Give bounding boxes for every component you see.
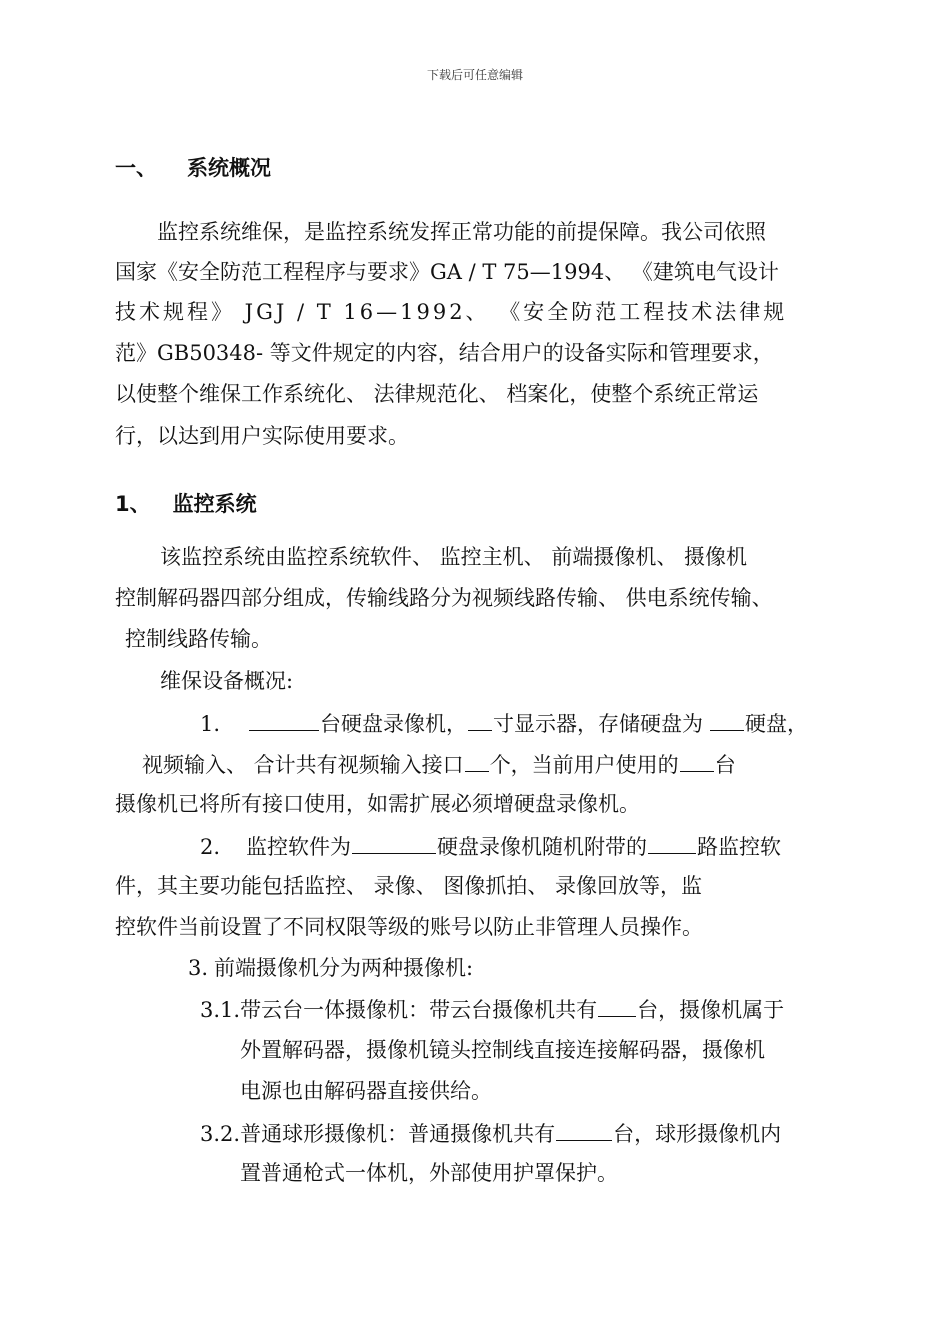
list-item-1-line [142,753,736,776]
text-run: 台 [714,753,736,777]
blank-field [468,712,492,731]
list-number: 3.2. [200,1122,241,1146]
text-run: 寸显示器，存储硬盘为 [493,712,704,736]
blank-field [648,835,696,854]
list-item-1-line: 摄像机已将所有接口使用，如需扩展必须增硬盘录像机。 [115,792,640,816]
blank-field [598,998,636,1017]
list-item-2-line: 控软件当前设置了不同权限等级的账号以防止非管理人员操作。 [115,915,703,939]
subsection-heading [115,488,257,518]
paragraph-line: 行，以达到用户实际使用要求。 [115,424,409,448]
text-run: 台硬盘录像机， [320,712,468,736]
text-run: 带云台一体摄像机：带云台摄像机共有 [240,998,598,1022]
blank-field [556,1122,612,1141]
text-run: 路监控软 [697,835,782,859]
list-number: 1. [200,712,221,736]
list-number: 2. [200,835,221,859]
text-run: 硬盘录像机随机附带的 [437,835,648,859]
list-item-3-1-line [200,998,784,1021]
subsection-title: 监控系统 [172,492,257,516]
paragraph-line: 以使整个维保工作系统化、 法律规范化、 档案化，使整个系统正常运 [115,382,759,406]
list-number: 3.1. [200,998,241,1022]
text-run: 监控软件为 [246,835,352,859]
blank-field [710,712,744,731]
list-item-2-line [200,835,781,858]
paragraph-line: 国家《安全防范工程程序与要求》GA / T 75—1994、 《建筑电气设计 [115,260,779,284]
subsection-number: 1、 [115,492,151,516]
blank-field [352,835,436,854]
text-run: 前端摄像机分为两种摄像机: [214,956,474,980]
blank-field [680,753,714,772]
section-number: 一、 [115,156,157,180]
list-number: 3. [188,956,209,980]
list-item-3-1-line: 外置解码器，摄像机镜头控制线直接连接解码器，摄像机 [240,1038,765,1062]
paragraph-line: 控制线路传输。 [125,627,272,651]
paragraph-line: 监控系统维保，是监控系统发挥正常功能的前提保障。我公司依照 [157,220,766,244]
overview-label: 维保设备概况: [160,669,294,693]
paragraph-line: 技术规程》 JGJ / T 16—1992、 《安全防范工程技术法律规 [115,300,788,324]
list-item-3-2-line [200,1122,781,1145]
list-item-2-line: 件，其主要功能包括监控、 录像、 图像抓拍、 录像回放等，监 [115,874,703,898]
list-item-1-line [200,712,808,735]
text-run: 视频输入、 合计共有视频输入接口 [142,753,464,777]
text-run: 台，球形摄像机内 [613,1122,782,1146]
section-title: 系统概况 [187,156,271,180]
list-item-3-line [188,958,473,979]
list-item-3-2-line: 置普通枪式一体机，外部使用护罩保护。 [240,1161,618,1185]
text-run: 硬盘， [745,712,809,736]
blank-field [249,712,319,731]
paragraph-line: 该监控系统由监控系统软件、 监控主机、 前端摄像机、 摄像机 [160,545,748,569]
page-header: 下载后可任意编辑 [426,68,523,82]
text-run: 台，摄像机属于 [637,998,785,1022]
paragraph-line: 范》GB50348- 等文件规定的内容，结合用户的设备实际和管理要求， [115,341,774,365]
paragraph-line: 控制解码器四部分组成，传输线路分为视频线路传输、 供电系统传输、 [115,586,773,610]
section-heading [115,152,271,182]
blank-field [465,753,489,772]
text-run: 普通球形摄像机：普通摄像机共有 [240,1122,556,1146]
list-item-3-1-line: 电源也由解码器直接供给。 [240,1079,492,1103]
text-run: 个，当前用户使用的 [489,753,679,777]
